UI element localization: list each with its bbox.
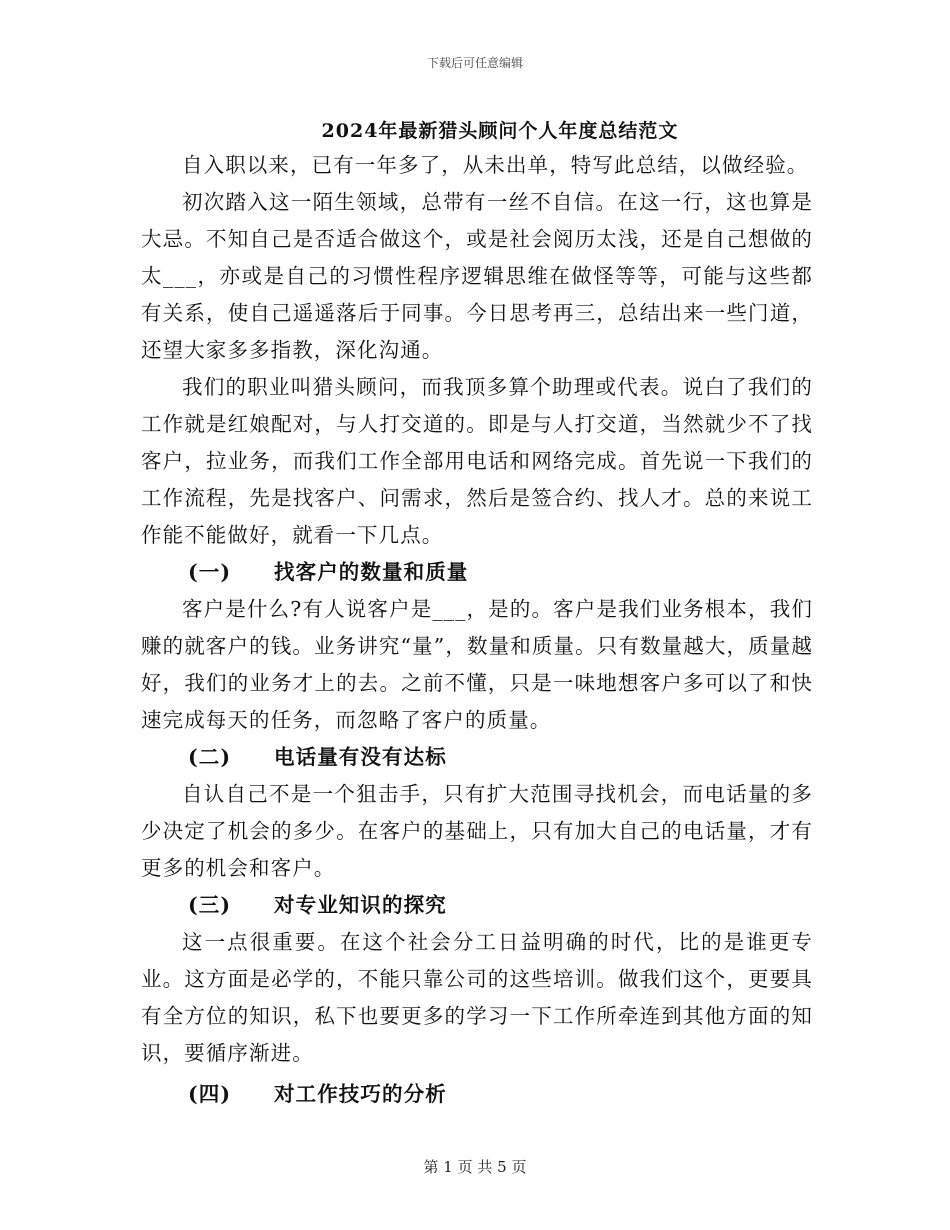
section-number-1: (一): [188, 560, 232, 584]
section-title-3: 对专业知识的探究: [274, 893, 447, 917]
section-title-4: 对工作技巧的分析: [274, 1082, 447, 1106]
section-text-3: 这一点很重要。在这个社会分工日益明确的时代，比的是谁更专业。这方面是必学的，不能只靠公司的这些培训。做我们这个，更要具有全方位的知识，私下也要更多的学习一下工作所牵连到其他方面的知识，要循序渐进。: [141, 930, 813, 1065]
document-body: [141, 147, 813, 1113]
section-title-2: 电话量有没有达标: [274, 745, 447, 769]
section-number-3: (三): [188, 893, 232, 917]
page-number: 第 1 页 共 5 页: [423, 1158, 527, 1176]
paragraph-job-description: 我们的职业叫猎头顾问，而我顶多算个助理或代表。说白了我们的工作就是红娘配对，与人打交道的。即是与人打交道，当然就少不了找客户，拉业务，而我们工作全部用电话和网络完成。首先说一下我们的工作流程，先是找客户、问需求，然后是签合约、找人才。总的来说工作能不能做好，就看一下几点。: [141, 375, 813, 547]
section-number-2: (二): [188, 745, 232, 769]
paragraph-first-steps: 初次踏入这一陌生领域，总带有一丝不自信。在这一行，这也算是大忌。不知自己是否适合做这个，或是社会阅历太浅，还是自己想做的太___，亦或是自己的习惯性程序逻辑思维在做怪等等，可能与这些都有关系，使自己遥遥落后于同事。今日思考再三，总结出来一些门道，还望大家多多指教，深化沟通。: [141, 190, 813, 362]
section-text-2: 自认自己不是一个狙击手，只有扩大范围寻找机会，而电话量的多少决定了机会的多少。在客户的基础上，只有加大自己的电话量，才有更多的机会和客户。: [141, 782, 813, 880]
paragraph-intro: 自入职以来，已有一年多了，从未出单，特写此总结，以做经验。: [182, 153, 809, 177]
section-heading-4: [141, 1076, 813, 1113]
section-title-1: 找客户的数量和质量: [274, 560, 469, 584]
section-text-1: 客户是什么?有人说客户是___，是的。客户是我们业务根本，我们赚的就客户的钱。业务讲究“量”，数量和质量。只有数量越大，质量越好，我们的业务才上的去。之前不懂，只是一味地想客户多可以了和快速完成每天的任务，而忽略了客户的质量。: [141, 597, 813, 732]
section-heading-2: [141, 739, 813, 776]
section-number-4: (四): [188, 1082, 232, 1106]
section-heading-3: [141, 887, 813, 924]
document-title: 2024年最新猎头顾问个人年度总结范文: [321, 120, 679, 142]
section-heading-1: [141, 554, 813, 591]
header-note: 下载后可任意编辑: [426, 56, 523, 70]
